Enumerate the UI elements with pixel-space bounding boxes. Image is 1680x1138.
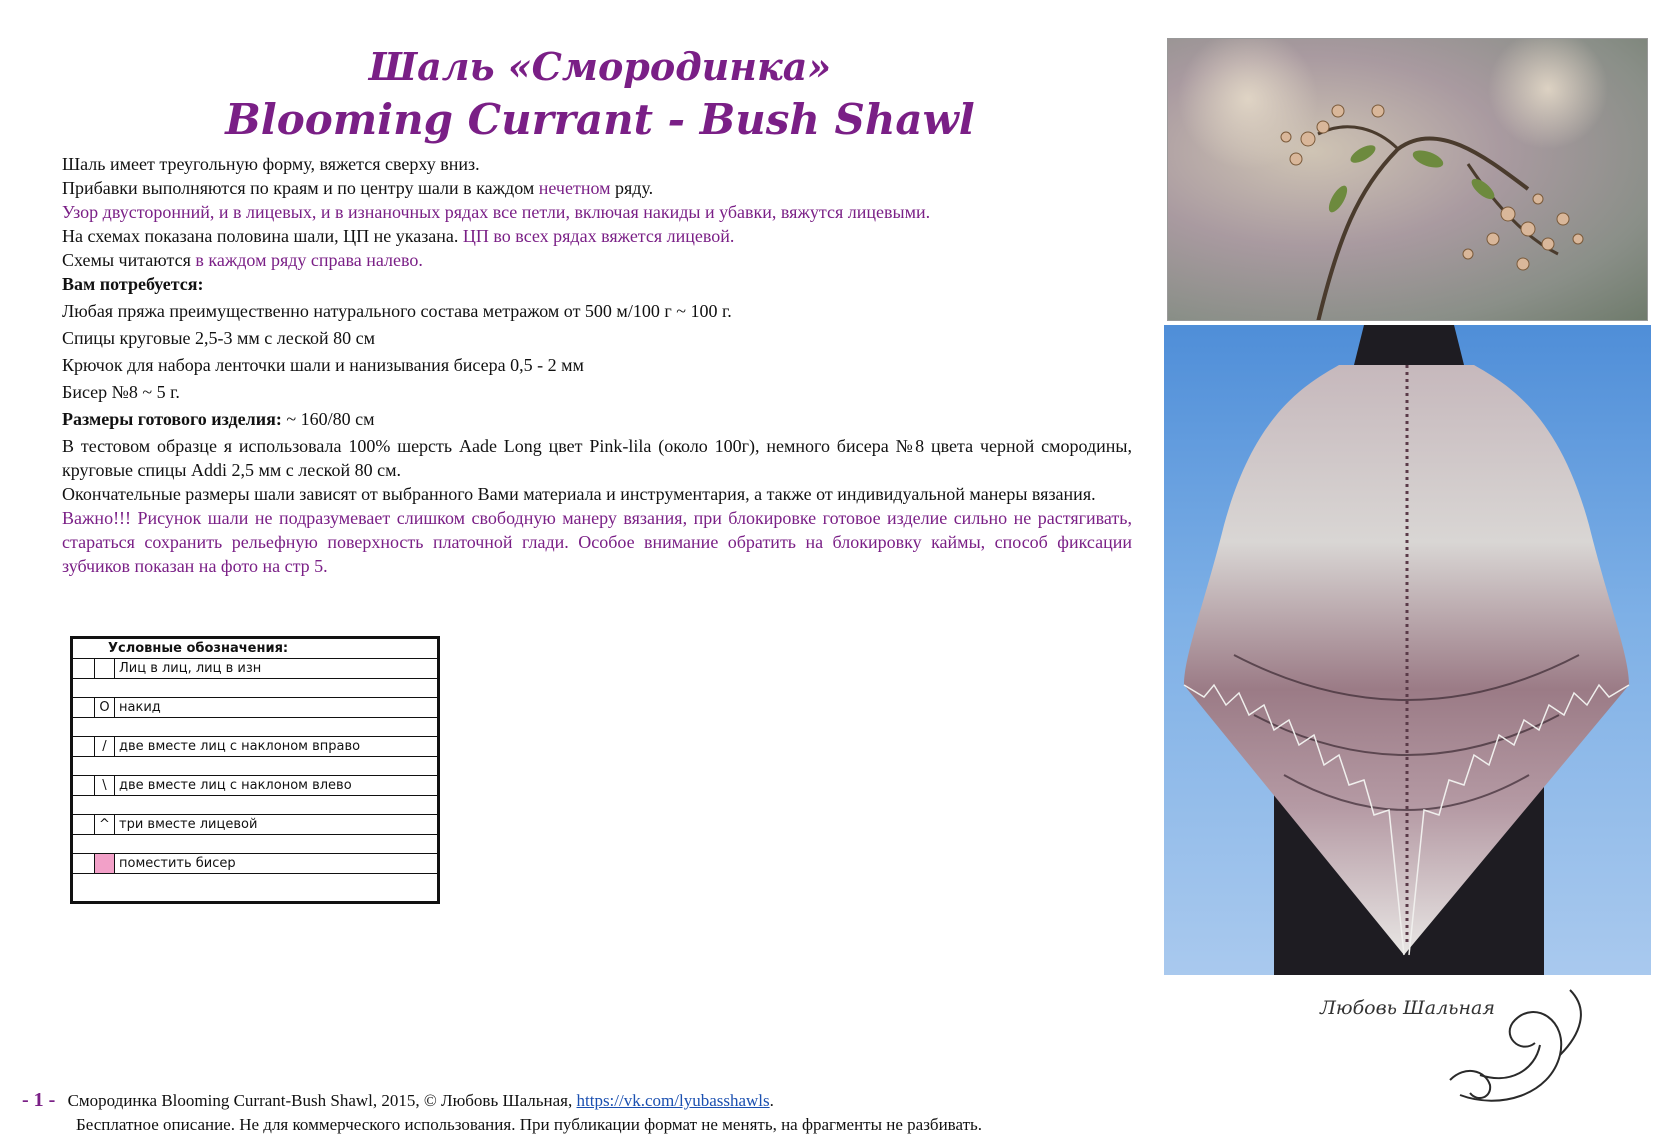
legend-label: две вместе лиц с наклоном влево: [119, 778, 352, 793]
legend-row: [73, 658, 437, 679]
legend-label: поместить бисер: [119, 856, 236, 871]
line-pattern-note: Узор двусторонний, и в лицевых, и в изнаночных рядах все петли, включая накиды и убавки, вяжутся лицевыми.: [62, 202, 931, 222]
legend-row: [73, 697, 437, 718]
legend-symbol: [94, 659, 115, 679]
legend-label: три вместе лицевой: [119, 817, 258, 832]
legend-symbol: /: [94, 737, 115, 757]
blossom-illustration: [1168, 39, 1648, 321]
vk-link[interactable]: https://vk.com/lyubasshawls: [576, 1091, 770, 1110]
shawl-photo: [1164, 325, 1651, 975]
line-chart-half: На схемах показана половина шали, ЦП не указана. ЦП во всех рядах вяжется лицевой.: [62, 226, 735, 246]
material-needles: Спицы круговые 2,5-3 мм с леской 80 см: [62, 328, 376, 348]
page-footer: - 1 - Смородинка Blooming Currant-Bush Shawl, 2015, © Любовь Шальная, https://vk.com/lyubasshawls. Бесплатное описание. Не для коммерческого использования. При публикации формат не менять, на фрагменты не разбивать.: [22, 1088, 982, 1137]
legend-symbol: \: [94, 776, 115, 796]
legend-label: две вместе лиц с наклоном вправо: [119, 739, 361, 754]
legend-symbol: O: [94, 698, 115, 718]
legend-heading: Условные обозначения:: [108, 641, 289, 656]
legend-row: [73, 736, 437, 757]
line-increases: Прибавки выполняются по краям и по центру шали в каждом нечетном ряду.: [62, 178, 654, 198]
size-line: Размеры готового изделия: ~ 160/80 см: [62, 409, 375, 429]
material-yarn: Любая пряжа преимущественно натурального состава метражом от 500 м/100 г ~ 100 г.: [62, 301, 732, 321]
flourish-ornament-icon: [1440, 975, 1600, 1115]
legend-label: Лиц в лиц, лиц в изн: [119, 661, 262, 676]
materials-heading: Вам потребуется:: [62, 274, 204, 294]
page-number: - 1 -: [22, 1089, 56, 1111]
line-shape: Шаль имеет треугольную форму, вяжется сверху вниз.: [62, 154, 480, 174]
material-beads: Бисер №8 ~ 5 г.: [62, 382, 180, 402]
legend-row: [73, 814, 437, 835]
sample-paragraph: В тестовом образце я использовала 100% шерсть Aade Long цвет Pink-lila (около 100г), немного бисера №8 цвета черной смородины, круговые спицы Addi 2,5 мм с леской 80 см.: [62, 436, 1132, 480]
author-signature: Любовь Шальная: [1320, 997, 1495, 1019]
shawl-illustration: [1164, 325, 1651, 975]
license-text: Бесплатное описание. Не для коммерческого использования. При публикации формат не менять, на фрагменты не разбивать.: [76, 1115, 983, 1134]
copyright-text: Смородинка Blooming Currant-Bush Shawl, 2015, © Любовь Шальная,: [67, 1091, 577, 1110]
material-hook: Крючок для набора ленточки шали и нанизывания бисера 0,5 - 2 мм: [62, 355, 584, 375]
legend-label: накид: [119, 700, 161, 715]
currant-blossom-photo: [1167, 38, 1648, 321]
title-russian: Шаль «Смородинка»: [368, 44, 832, 89]
final-size-paragraph: Окончательные размеры шали зависят от выбранного Вами материала и инструментария, а также от индивидуальной манеры вязания.: [62, 484, 1096, 504]
bead-color-swatch: [94, 854, 115, 874]
legend-table: [70, 636, 440, 904]
title-english: Blooming Currant - Bush Shawl: [225, 95, 975, 144]
line-read-direction: Схемы читаются в каждом ряду справа налево.: [62, 250, 423, 270]
important-paragraph: Важно!!! Рисунок шали не подразумевает слишком свободную манеру вязания, при блокировке готовое изделие сильно не растягивать, стараться сохранить рельефную поверхность платочной глади. Особое внимание обратить на блокировку каймы, способ фиксации зубчиков показан на фото на стр 5.: [62, 508, 1132, 576]
description-text: [62, 152, 1132, 578]
legend-row: [73, 775, 437, 796]
legend-row: [73, 853, 437, 874]
legend-symbol: ^: [94, 815, 115, 835]
